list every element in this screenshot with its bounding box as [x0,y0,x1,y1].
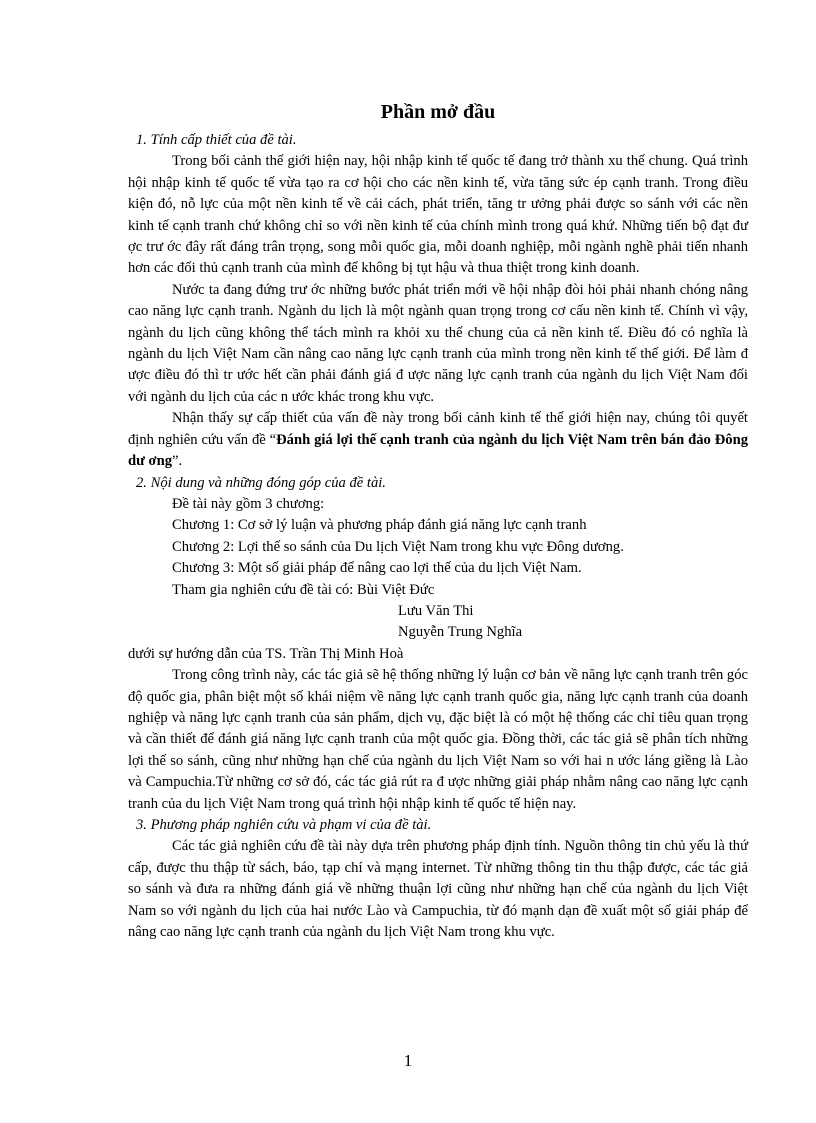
paragraph-1: Trong bối cảnh thế giới hiện nay, hội nhập kinh tế quốc tế đang trở thành xu thế chung. Quá trình hội nhập kinh tế quốc tế vừa tạo ra cơ hội cho các nền kinh tế, vừa tăng sức ép cạnh tranh. Trong điều kiện đó, nỗ lực của một nền kinh tế về cải cách, phát triển, tăng tr ưởng phải được so sánh với các nền kinh tế cạnh tranh chứ không chỉ so với nền kinh tế của chính mình trong quá khứ. Những tiến bộ đạt đư ợc trư ớc đây rất đáng trân trọng, song mỗi quốc gia, mỗi doanh nghiệp, mỗi ngành nghề phải tiến nhanh hơn các đối thủ cạnh tranh của mình để không bị tụt hậu và thua thiệt trong kinh doanh. [128,153,748,277]
section-1-heading: 1. Tính cấp thiết của đề tài. [136,132,297,148]
document-page [128,98,748,943]
chapter-intro: Đề tài này gồm 3 chương: [172,495,325,512]
participant-names [128,601,748,644]
section-2-heading: 2. Nội dung và những đóng góp của đề tài. [136,474,386,491]
chapter-item: Chương 1: Cơ sở lý luận và phương pháp đánh giá năng lực cạnh tranh [172,517,587,534]
page-number: 1 [403,1051,413,1070]
paragraph-3-end: ”. [172,453,183,470]
participants-label: Tham gia nghiên cứu đề tài có: Bùi Việt Đức [172,581,435,598]
supervisor-line: dưới sự hướng dẫn của TS. Trần Thị Minh Hoà [128,645,404,662]
section-3-heading: 3. Phương pháp nghiên cứu và phạm vi của đề tài. [136,817,432,833]
paragraph-2: Nước ta đang đứng trư ớc những bước phát triển mới về hội nhập đòi hỏi phải nhanh chóng nâng cao năng lực cạnh tranh. Ngành du lịch là một ngành quan trọng trong cơ cấu nền kinh tế. Chính vì vậy, ngành du lịch cũng không thể tách mình ra khỏi xu thế chung của cả nền kinh tế. Điều đó có nghĩa là ngành du lịch Việt Nam cần nâng cao năng lực cạnh tranh của mình trong nền kinh tế thế giới. Để làm đ ược điều đó thì tr ước hết cần phải đánh giá đ ược năng lực cạnh tranh của ngành du lịch Việt Nam đối với ngành du lịch của các n ước khác trong khu vực. [128,281,748,405]
chapter-item: Chương 3: Một số giải pháp để nâng cao lợi thế của du lịch Việt Nam. [172,560,582,577]
paragraph-4: Trong công trình này, các tác giả sẽ hệ thống những lý luận cơ bản về năng lực cạnh tranh trên góc độ quốc gia, phân biệt một số khái niệm về năng lực cạnh tranh quốc gia, năng lực cạnh tranh của doanh nghiệp và năng lực cạnh tranh của sản phẩm, dịch vụ, đặc biệt là có một hệ thống các chỉ tiêu quan trọng và cần thiết để đánh giá năng lực cạnh tranh của một quốc gia. Đồng thời, các tác giả sẽ phân tích những lợi thế so sánh, cũng như những hạn chế của ngành du lịch Việt Nam so với hai n ước láng giềng là Lào và Campuchia.Từ những cơ sở đó, các tác giả rút ra đ ược những giải pháp nhằm nâng cao năng lực cạnh tranh của du lịch Việt Nam trong quá trình hội nhập kinh tế quốc tế hiện nay. [128,667,748,812]
page-title: Phần mở đầu [380,101,496,123]
participant-name: Lưu Văn Thi [398,602,474,619]
chapter-item: Chương 2: Lợi thế so sánh của Du lịch Việt Nam trong khu vực Đông dương. [172,538,624,555]
participant-name: Nguyễn Trung Nghĩa [398,624,523,641]
paragraph-3 [128,408,748,472]
paragraph-3-text: Nhận thấy sự cấp thiết của vấn đề này trong bối cảnh kinh tế thế giới hiện nay, chúng tôi quyết định nghiên cứu vấn đề “ [128,410,748,448]
research-topic-title: Đánh giá lợi thế cạnh tranh của ngành du lịch Việt Nam trên bán đảo Đông dư ơng [128,431,748,470]
paragraph-5: Các tác giả nghiên cứu đề tài này dựa trên phương pháp định tính. Nguồn thông tin chủ yếu là thứ cấp, được thu thập từ sách, báo, tạp chí và mạng internet. Từ những thông tin thu thập được, các tác giả so sánh và đưa ra những đánh giá về những thuận lợi cũng như những hạn chế của ngành du lịch Việt Nam so với ngành du lịch của hai nước Lào và Campuchia, từ đó mạnh dạn đề xuất một số giải pháp để nâng cao năng lực cạnh tranh của ngành du lịch Việt Nam trong khu vực. [128,838,748,941]
chapter-list [128,494,748,601]
